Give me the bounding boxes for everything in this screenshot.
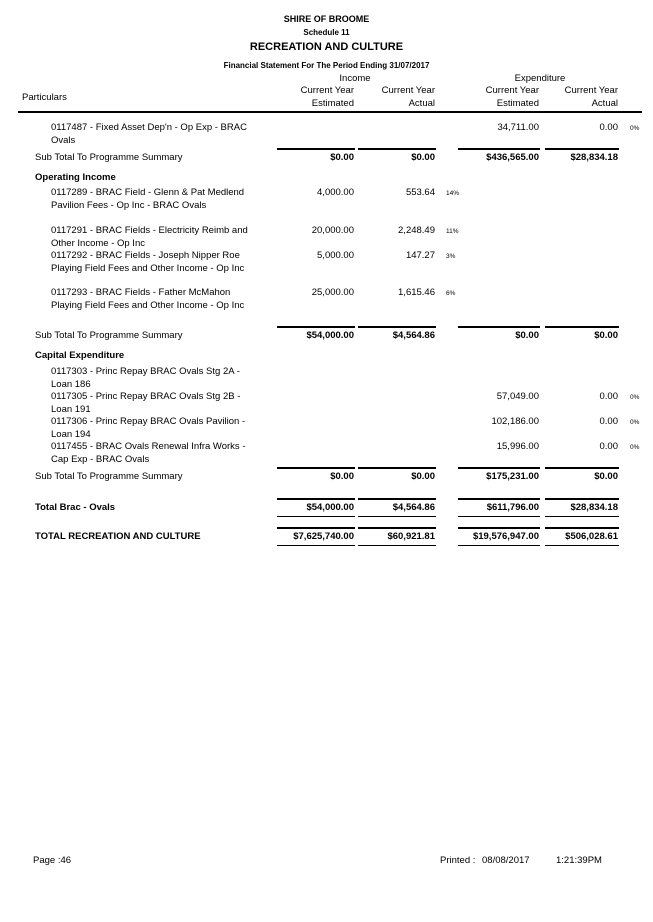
income-actual-header-l1: Current Year [381,85,435,96]
grand-total-underline [458,545,540,546]
printed-time: 1:21:39PM [556,855,602,866]
income-estimated-value: 5,000.00 [317,250,354,261]
income-actual-value: 553.64 [405,187,435,198]
subtotal-rule [277,467,355,469]
subtotal-rule [358,326,436,328]
exp-actual-header-l2: Actual [591,98,618,109]
particulars-header: Particulars [22,92,67,103]
income-actual-value: 2,248.49 [398,225,435,236]
exp-estimated-header-l1: Current Year [485,85,539,96]
exp-estimated-value: $175,231.00 [486,471,539,482]
exp-actual-value: 0.00 [599,122,618,133]
income-estimated-value: $54,000.00 [306,330,354,341]
income-estimated-value: 4,000.00 [317,187,354,198]
grand-total-rule [277,527,355,529]
income-actual-value: 1,615.46 [398,287,435,298]
line-item-desc: 0117303 - Princ Repay BRAC Ovals Stg 2A - Loan 186 [51,366,240,390]
income-group-header: Income [339,73,371,84]
exp-estimated-value: 15,996.00 [496,441,539,452]
exp-estimated-header-l2: Estimated [496,98,539,109]
income-estimated-value: $54,000.00 [306,502,354,513]
line-item-desc: 0117292 - BRAC Fields - Joseph Nipper Roe Playing Field Fees and Other Income - Op Inc [51,250,245,274]
grand-total-rule [358,527,436,529]
income-percent: 11% [446,228,459,235]
exp-actual-value: $0.00 [594,471,618,482]
exp-estimated-value: 34,711.00 [497,122,539,133]
exp-percent: 0% [630,394,640,401]
exp-estimated-value: $19,576,947.00 [472,531,539,542]
exp-estimated-value: 102,186.00 [491,416,539,427]
section-heading: Operating Income [35,172,116,183]
subtotal-label: Sub Total To Programme Summary [35,330,183,341]
income-percent: 14% [446,190,460,197]
income-estimated-value: $0.00 [330,471,354,482]
exp-actual-value: 0.00 [599,416,618,427]
printed-label: Printed : [440,855,476,866]
total-rule [277,498,355,500]
total-underline [277,516,355,517]
exp-percent: 0% [630,125,640,132]
subtotal-rule [545,148,619,150]
subtotal-label: Sub Total To Programme Summary [35,152,183,163]
grand-total-rule [545,527,619,529]
section-heading: Capital Expenditure [35,350,125,361]
subtotal-rule [277,148,355,150]
header-rule [18,111,642,113]
exp-actual-value: $28,834.18 [570,152,618,163]
line-item-desc: 0117293 - BRAC Fields - Father McMahon Playing Field Fees and Other Income - Op Inc [51,287,245,311]
exp-actual-value: $28,834.18 [570,502,618,513]
exp-actual-value: $0.00 [594,330,618,341]
subtotal-rule [458,467,540,469]
income-estimated-header-l2: Estimated [311,98,354,109]
income-estimated-value: 25,000.00 [311,287,354,298]
income-estimated-value: $0.00 [330,152,354,163]
subtotal-rule [545,326,619,328]
line-item-desc: 0117455 - BRAC Ovals Renewal Infra Works - Cap Exp - BRAC Ovals [51,441,246,465]
income-percent: 3% [446,253,456,260]
grand-total-underline [358,545,436,546]
income-actual-header-l2: Actual [408,98,435,109]
exp-actual-value: $506,028.61 [565,531,618,542]
income-actual-value: $4,564.86 [392,502,435,513]
subtotal-rule [358,467,436,469]
line-item-desc: 0117305 - Princ Repay BRAC Ovals Stg 2B - Loan 191 [51,391,241,415]
subtotal-rule [358,148,436,150]
total-rule [358,498,436,500]
income-actual-value: $4,564.86 [392,330,435,341]
total-underline [358,516,436,517]
exp-percent: 0% [630,419,640,426]
program-title: RECREATION AND CULTURE [249,41,404,53]
income-estimated-value: 20,000.00 [311,225,354,236]
subtotal-rule [458,326,540,328]
subtotal-label: Sub Total To Programme Summary [35,471,183,482]
total-underline [458,516,540,517]
printed-date: 08/08/2017 [482,855,530,866]
total-label: Total Brac - Ovals [35,502,116,513]
exp-actual-value: 0.00 [599,441,618,452]
grand-total-underline [277,545,355,546]
exp-actual-value: 0.00 [599,391,618,402]
subtotal-rule [277,326,355,328]
org-name: SHIRE OF BROOME [283,14,370,24]
line-item-desc: 0117487 - Fixed Asset Dep'n - Op Exp - BRAC Ovals [51,122,247,146]
subtotal-rule [458,148,540,150]
expenditure-group-header: Expenditure [514,73,566,84]
exp-percent: 0% [630,444,640,451]
exp-estimated-value: $0.00 [515,330,539,341]
subtotal-rule [545,467,619,469]
income-actual-value: 147.27 [405,250,435,261]
grand-total-underline [545,545,619,546]
grand-total-rule [458,527,540,529]
income-estimated-header-l1: Current Year [300,85,354,96]
total-underline [545,516,619,517]
exp-estimated-value: 57,049.00 [496,391,539,402]
line-item-desc: 0117289 - BRAC Field - Glenn & Pat Medlend Pavilion Fees - Op Inc - BRAC Ovals [51,187,245,211]
total-rule [545,498,619,500]
exp-actual-header-l1: Current Year [564,85,618,96]
schedule-label: Schedule 11 [303,28,350,37]
line-item-desc: 0117291 - BRAC Fields - Electricity Reimb and Other Income - Op Inc [51,225,248,249]
line-item-desc: 0117306 - Princ Repay BRAC Ovals Pavilion - Loan 194 [51,416,246,440]
income-actual-value: $0.00 [411,471,435,482]
total-rule [458,498,540,500]
page-number: Page :46 [33,855,72,866]
period-title: Financial Statement For The Period Ending 31/07/2017 [223,61,430,70]
exp-estimated-value: $436,565.00 [486,152,539,163]
income-actual-value: $0.00 [411,152,435,163]
exp-estimated-value: $611,796.00 [486,502,539,513]
grand-total-label: TOTAL RECREATION AND CULTURE [35,531,201,542]
income-actual-value: $60,921.81 [387,531,435,542]
income-estimated-value: $7,625,740.00 [293,531,354,542]
income-percent: 6% [446,290,456,297]
